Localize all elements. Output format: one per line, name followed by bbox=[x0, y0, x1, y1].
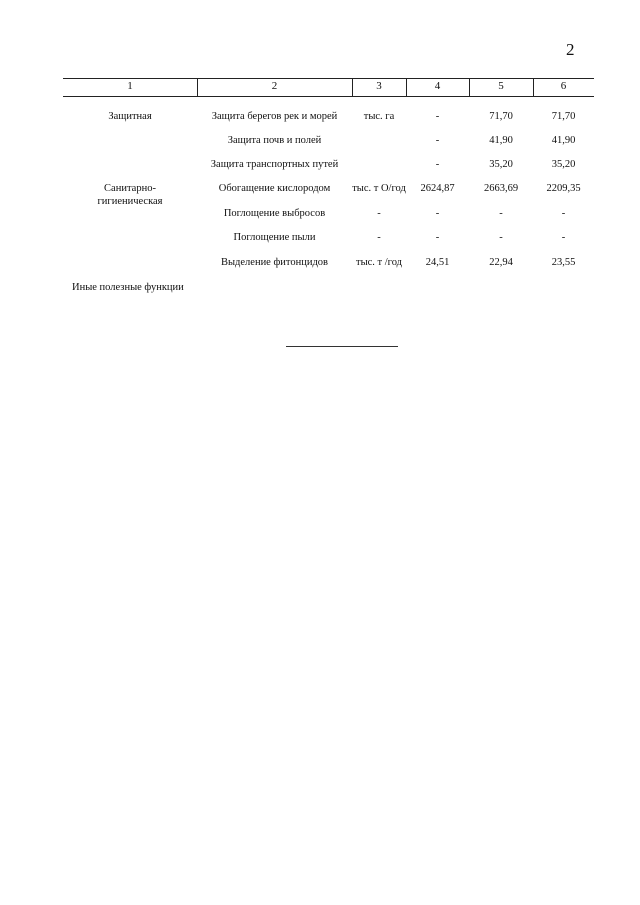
row-value-col5: 22,94 bbox=[489, 257, 513, 268]
closing-rule bbox=[286, 346, 398, 347]
header-col-2: 2 bbox=[271, 80, 278, 92]
header-col-5: 5 bbox=[498, 80, 504, 92]
row-value-col4: 2624,87 bbox=[420, 183, 455, 194]
row-value-col5: 35,20 bbox=[489, 159, 513, 170]
header-col-3: 3 bbox=[376, 80, 382, 92]
row-value-col4: - bbox=[435, 135, 440, 146]
page-number: 2 bbox=[566, 40, 575, 59]
row-value-col5: 71,70 bbox=[489, 111, 513, 122]
row-unit: тыс. т /год bbox=[355, 257, 403, 268]
header-col-1: 1 bbox=[127, 80, 133, 92]
row-unit: - bbox=[377, 208, 381, 219]
header-col-6: 6 bbox=[560, 80, 567, 92]
row-category-line2: гигиеническая bbox=[97, 196, 163, 207]
other-functions-label: Иные полезные функции bbox=[72, 282, 184, 293]
row-value-col5: 2663,69 bbox=[483, 183, 519, 194]
row-category: Защитная bbox=[108, 111, 152, 122]
row-value-col6: - bbox=[561, 232, 566, 243]
row-function: Защита берегов рек и морей bbox=[211, 111, 338, 122]
row-function: Защита транспортных путей bbox=[210, 159, 339, 170]
row-unit: тыс. т О/год bbox=[352, 183, 406, 194]
row-value-col4: 24,51 bbox=[425, 257, 450, 268]
row-function: Выделение фитонцидов bbox=[220, 257, 328, 268]
row-unit: - bbox=[377, 232, 381, 243]
row-value-col4: - bbox=[435, 159, 440, 170]
row-value-col6: 23,55 bbox=[551, 257, 576, 268]
row-value-col6: 41,90 bbox=[551, 135, 576, 146]
header-top-rule bbox=[63, 78, 594, 79]
row-function: Поглощение пыли bbox=[233, 232, 316, 243]
row-unit: тыс. га bbox=[363, 111, 395, 122]
row-value-col6: 71,70 bbox=[551, 111, 576, 122]
row-value-col4: - bbox=[435, 111, 440, 122]
row-value-col4: - bbox=[435, 208, 440, 219]
row-function: Поглощение выбросов bbox=[223, 208, 326, 219]
row-value-col6: - bbox=[561, 208, 566, 219]
row-function: Защита почв и полей bbox=[227, 135, 322, 146]
row-value-col4: - bbox=[435, 232, 440, 243]
row-function: Обогащение кислородом bbox=[218, 183, 331, 194]
row-value-col6: 2209,35 bbox=[546, 183, 581, 194]
header-col-4: 4 bbox=[434, 80, 441, 92]
row-value-col5: - bbox=[499, 208, 503, 219]
row-value-col6: 35,20 bbox=[551, 159, 576, 170]
header-bottom-rule bbox=[63, 96, 594, 97]
row-value-col5: - bbox=[499, 232, 503, 243]
row-category: Санитарно- bbox=[104, 183, 156, 194]
row-value-col5: 41,90 bbox=[489, 135, 513, 146]
